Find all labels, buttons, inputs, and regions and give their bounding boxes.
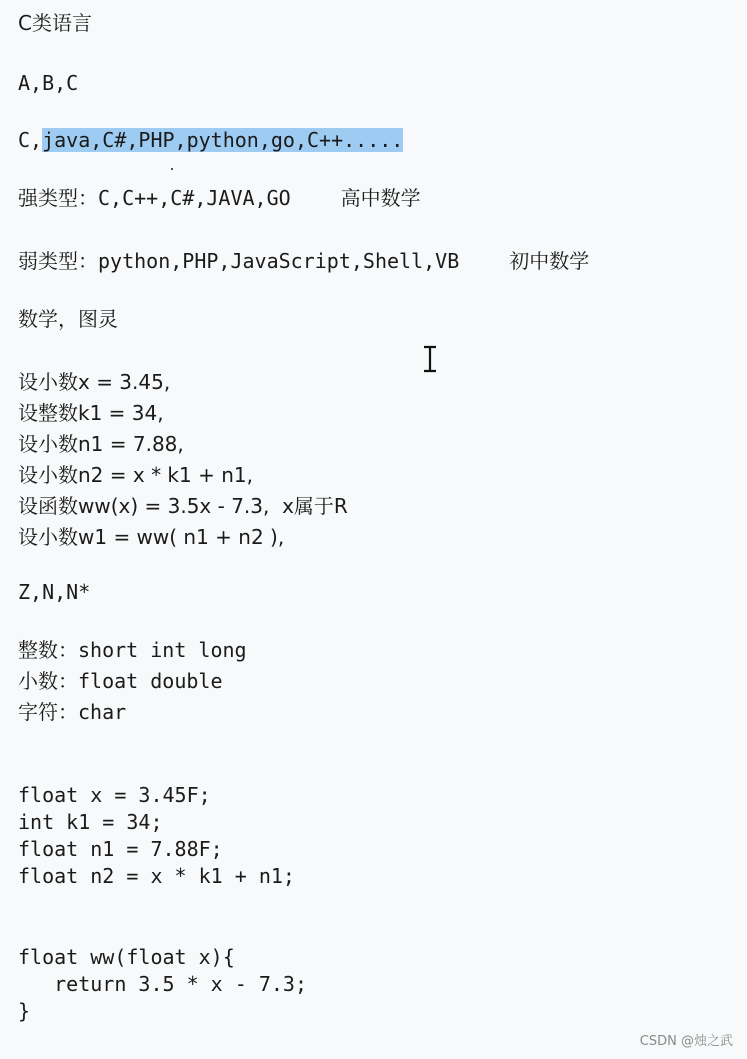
strong-typing-langs: C,C++,C#,JAVA,GO — [98, 186, 291, 210]
code-line: } — [18, 999, 31, 1023]
type-value: float double — [78, 669, 223, 693]
code-line: float x = 3.45F; — [18, 783, 211, 807]
text-cursor-icon — [421, 345, 439, 373]
code-line: return 3.5 * x - 7.3; — [18, 972, 307, 996]
code-line: float ww(float x){ — [18, 945, 235, 969]
weak-typing-note: 初中数学 — [509, 249, 590, 273]
math-line: 数学，图灵 — [18, 307, 118, 331]
code-line: float n1 = 7.88F; — [18, 837, 223, 861]
math-def: 设小数n1 = 7.88, — [18, 432, 184, 456]
type-label: 字符： — [18, 700, 78, 724]
type-row — [18, 668, 223, 694]
weak-typing-line — [18, 248, 589, 274]
math-def: 设小数x = 3.45, — [18, 370, 171, 394]
code-line: float n2 = x * k1 + n1; — [18, 864, 295, 888]
type-value: short int long — [78, 638, 247, 662]
math-def: 设小数w1 = ww( n1 + n2 ), — [18, 525, 285, 549]
type-label: 小数： — [18, 669, 78, 693]
number-sets-line: Z,N,N* — [18, 580, 91, 604]
type-row — [18, 637, 247, 663]
weak-typing-langs: python,PHP,JavaScript,Shell,VB — [98, 249, 460, 273]
code-line: int k1 = 34; — [18, 810, 163, 834]
strong-typing-note: 高中数学 — [340, 186, 421, 210]
type-row — [18, 699, 126, 725]
csdn-watermark: CSDN @烛之武 — [639, 1034, 733, 1049]
languages-line — [18, 127, 403, 153]
stray-dot — [171, 168, 173, 170]
math-def: 设整数k1 = 34, — [18, 401, 164, 425]
type-label: 整数： — [18, 638, 78, 662]
strong-typing-label: 强类型： — [18, 186, 98, 210]
math-def: 设小数n2 = x * k1 + n1, — [18, 463, 253, 487]
weak-typing-label: 弱类型： — [18, 249, 98, 273]
letters-line: A,B,C — [18, 71, 79, 95]
page-title: C类语言 — [18, 11, 92, 35]
languages-first: C, — [18, 128, 43, 152]
strong-typing-line — [18, 185, 421, 211]
type-value: char — [78, 700, 127, 724]
math-def: 设函数ww(x) = 3.5x - 7.3, x属于R — [18, 494, 348, 518]
languages-highlighted: java,C#,PHP,python,go,C++..... — [42, 128, 404, 152]
